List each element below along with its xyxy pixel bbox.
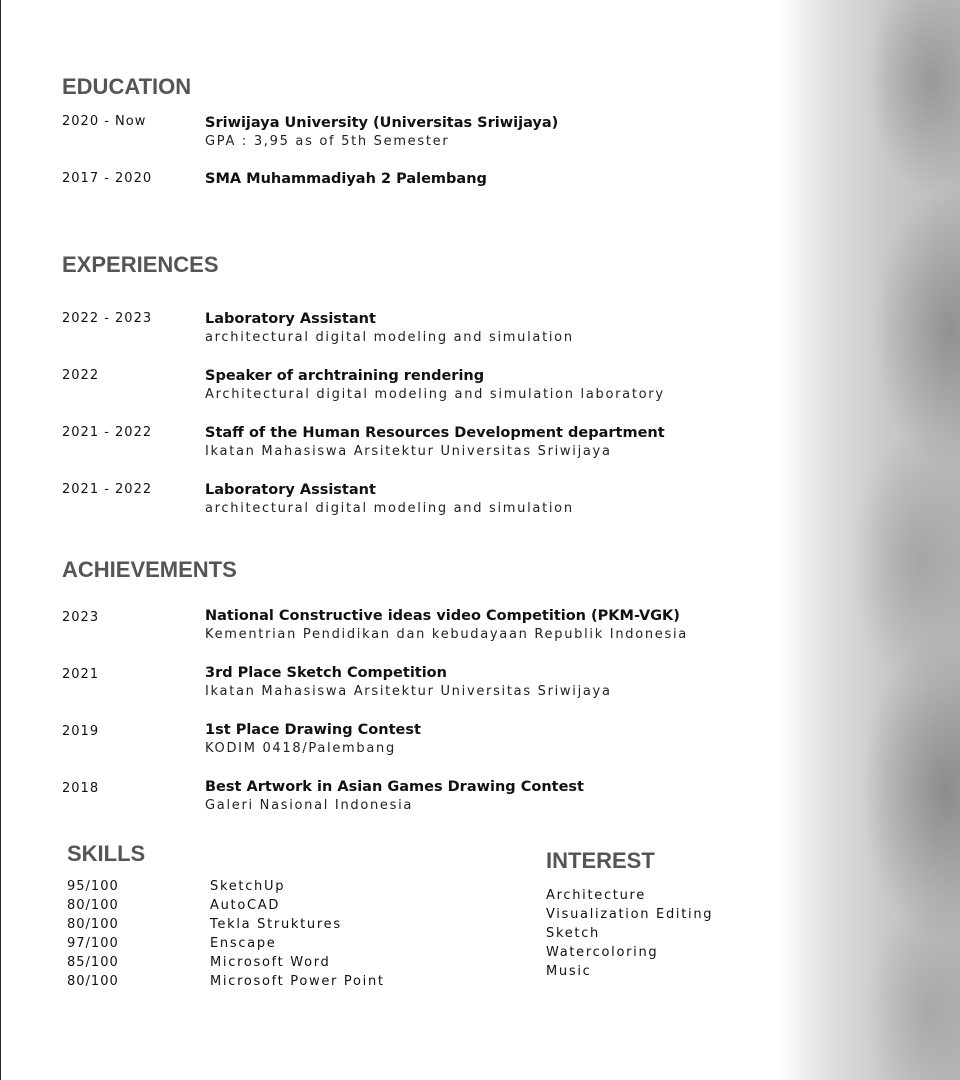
achievement-item	[62, 608, 802, 648]
skill-item	[67, 936, 487, 955]
interest-item: Visualization Editing	[546, 907, 714, 922]
interest-heading: INTEREST	[546, 848, 655, 873]
education-item	[62, 114, 802, 154]
experience-item	[62, 425, 802, 465]
skill-score: 80/100	[67, 974, 119, 989]
achievement-title: Best Artwork in Asian Games Drawing Contest	[205, 779, 584, 795]
skill-item	[67, 917, 487, 936]
experiences-heading: EXPERIENCES	[62, 252, 219, 277]
skill-name: Microsoft Power Point	[210, 974, 385, 989]
achievement-detail: KODIM 0418/Palembang	[205, 741, 396, 756]
experience-item	[62, 368, 802, 408]
education-date: 2020 - Now	[62, 114, 147, 129]
experience-date: 2021 - 2022	[62, 482, 153, 497]
skills-heading: SKILLS	[67, 841, 146, 866]
achievement-item	[62, 779, 802, 819]
achievement-title: National Constructive ideas video Competition (PKM-VGK)	[205, 608, 680, 624]
experience-detail: architectural digital modeling and simulation	[205, 501, 574, 516]
achievement-year: 2019	[62, 724, 100, 739]
experience-detail: Ikatan Mahasiswa Arsitektur Universitas Sriwijaya	[205, 444, 612, 459]
interest-item: Sketch	[546, 926, 600, 941]
skill-item	[67, 898, 487, 917]
left-border-line	[0, 0, 1, 1080]
skill-name: Microsoft Word	[210, 955, 331, 970]
experience-date: 2022	[62, 368, 100, 383]
education-detail: GPA : 3,95 as of 5th Semester	[205, 134, 450, 149]
achievements-heading: ACHIEVEMENTS	[62, 557, 237, 582]
skill-name: SketchUp	[210, 879, 286, 894]
achievement-year: 2018	[62, 781, 100, 796]
achievement-item	[62, 722, 802, 762]
achievement-year: 2021	[62, 667, 100, 682]
skill-score: 80/100	[67, 898, 119, 913]
skill-item	[67, 974, 487, 993]
education-title: Sriwijaya University (Universitas Sriwijaya)	[205, 115, 559, 131]
achievement-detail: Ikatan Mahasiswa Arsitektur Universitas Sriwijaya	[205, 684, 612, 699]
achievement-title: 1st Place Drawing Contest	[205, 722, 421, 738]
skill-name: Tekla Struktures	[210, 917, 342, 932]
experience-title: Laboratory Assistant	[205, 482, 376, 498]
smoke-texture-decoration	[780, 0, 960, 1080]
achievement-detail: Galeri Nasional Indonesia	[205, 798, 414, 813]
experience-detail: architectural digital modeling and simulation	[205, 330, 574, 345]
achievement-title: 3rd Place Sketch Competition	[205, 665, 447, 681]
experience-detail: Architectural digital modeling and simulation laboratory	[205, 387, 665, 402]
experience-item	[62, 482, 802, 522]
education-heading: EDUCATION	[62, 74, 192, 99]
experience-date: 2021 - 2022	[62, 425, 153, 440]
skill-name: Enscape	[210, 936, 277, 951]
skill-score: 85/100	[67, 955, 119, 970]
experience-title: Staff of the Human Resources Development department	[205, 425, 665, 441]
achievement-item	[62, 665, 802, 705]
education-date: 2017 - 2020	[62, 171, 153, 186]
experience-title: Laboratory Assistant	[205, 311, 376, 327]
education-item	[62, 171, 802, 211]
interest-item: Watercoloring	[546, 945, 659, 960]
skill-score: 97/100	[67, 936, 119, 951]
interest-item: Music	[546, 964, 592, 979]
achievement-year: 2023	[62, 610, 100, 625]
skill-item	[67, 879, 487, 898]
experience-date: 2022 - 2023	[62, 311, 153, 326]
experience-item	[62, 311, 802, 351]
skill-score: 80/100	[67, 917, 119, 932]
education-title: SMA Muhammadiyah 2 Palembang	[205, 171, 487, 187]
achievement-detail: Kementrian Pendidikan dan kebudayaan Republik Indonesia	[205, 627, 688, 642]
skill-score: 95/100	[67, 879, 119, 894]
interest-item: Architecture	[546, 888, 646, 903]
skill-item	[67, 955, 487, 974]
skill-name: AutoCAD	[210, 898, 281, 913]
experience-title: Speaker of archtraining rendering	[205, 368, 485, 384]
